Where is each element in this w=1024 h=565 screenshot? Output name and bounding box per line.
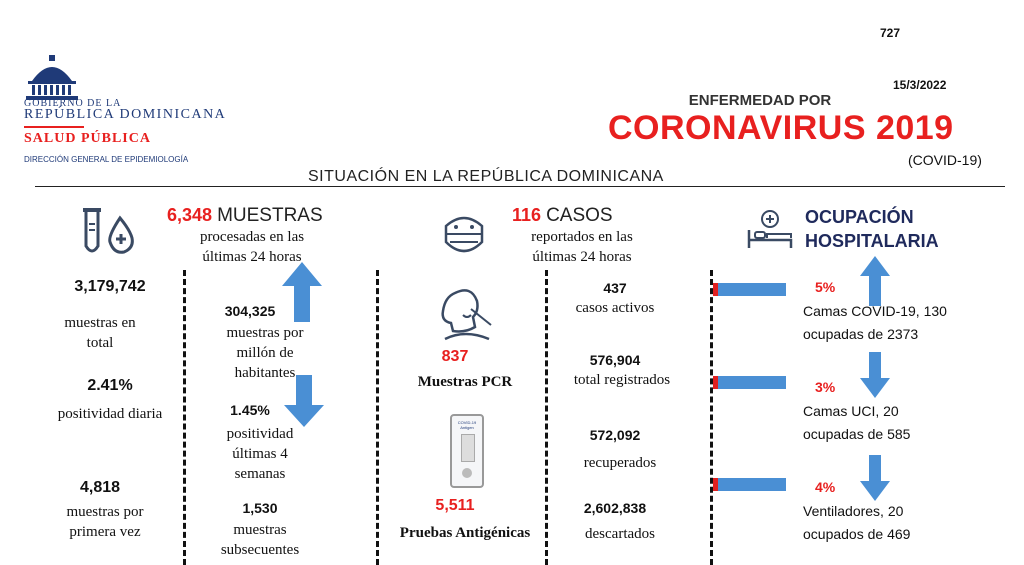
cases-label: CASOS [546, 205, 613, 226]
discarded-label: descartados [585, 526, 655, 542]
icu-bar [713, 376, 786, 389]
logo-line4: DIRECCIÓN GENERAL DE EPIDEMIOLOGÍA [24, 155, 189, 164]
icu-line1: Camas UCI, 20 [803, 403, 899, 419]
samples-heading [167, 205, 323, 227]
positivity-4w-value: 1.45% [230, 402, 270, 418]
title-year: 2019 [875, 109, 954, 147]
discarded-value: 2,602,838 [583, 500, 647, 516]
hospital-bed-icon [747, 210, 793, 250]
antigen-kit-window [461, 434, 475, 462]
title-abbrev: (COVID-19) [908, 152, 982, 168]
cases-daily-count: 116 [512, 205, 542, 225]
first-time-value: 4,818 [79, 479, 121, 496]
antigen-kit-label: COVID-19 Antigen [457, 420, 477, 430]
hospital-title-line1: OCUPACIÓN [805, 207, 914, 227]
logo-red-rule [24, 126, 84, 128]
recovered-label: recuperados [583, 455, 657, 471]
arrow-up-icon [282, 262, 322, 322]
pcr-value: 837 [441, 348, 469, 365]
covid-beds-line1: Camas COVID-19, 130 [803, 303, 947, 319]
divider-3 [545, 270, 548, 565]
antigen-kit-icon [450, 414, 484, 488]
government-emblem-icon [26, 55, 78, 101]
cases-heading [512, 205, 613, 227]
page-title [608, 108, 954, 148]
title-main: CORONAVIRUS [608, 109, 866, 147]
per-million-label: muestras por millón de habitantes [226, 325, 304, 381]
covid-beds-pct: 5% [815, 279, 836, 295]
arrow-down-icon [284, 375, 324, 427]
subsequent-value: 1,530 [242, 500, 278, 516]
antigen-label: Pruebas Antigénicas [399, 525, 531, 541]
positivity-4w-label: positividad últimas 4 semanas [226, 426, 294, 482]
logo-line2: REPÚBLICA DOMINICANA [24, 107, 227, 122]
arrow-down-icon [860, 352, 890, 398]
samples-total-label: muestras en total [64, 315, 136, 351]
samples-daily-desc: procesadas en las últimas 24 horas [199, 229, 305, 265]
divider-1 [183, 270, 186, 565]
vent-pct: 4% [815, 479, 836, 495]
daily-positivity-label: positividad diaria [57, 406, 163, 422]
samples-total-value: 3,179,742 [74, 278, 146, 295]
active-label: casos activos [575, 300, 655, 316]
logo-line3: SALUD PÚBLICA [24, 131, 151, 146]
samples-daily-count: 6,348 [167, 205, 213, 225]
first-time-label: muestras por primera vez [66, 504, 144, 540]
divider-2 [376, 270, 379, 565]
samples-label: MUESTRAS [217, 205, 323, 226]
report-number: 727 [880, 26, 901, 40]
title-line1: ENFERMEDAD POR [688, 92, 832, 109]
pcr-label: Muestras PCR [417, 374, 513, 390]
vent-line2: ocupados de 469 [803, 526, 911, 542]
vent-line1: Ventiladores, 20 [803, 503, 904, 519]
face-mask-icon [436, 208, 492, 264]
antigen-value: 5,511 [435, 497, 475, 514]
covid-beds-bar [713, 283, 786, 296]
divider-4 [710, 270, 713, 565]
active-value: 437 [603, 280, 627, 296]
logo [22, 55, 282, 170]
cases-daily-desc: reportados en las últimas 24 horas [531, 229, 633, 265]
total-label: total registrados [573, 372, 671, 388]
total-value: 576,904 [589, 352, 641, 368]
report-date: 15/3/2022 [893, 78, 947, 92]
test-tube-icon [80, 206, 140, 256]
icu-line2: ocupadas de 585 [803, 426, 911, 442]
recovered-value: 572,092 [589, 427, 641, 443]
arrow-down-icon [860, 455, 890, 501]
arrow-up-icon [860, 256, 890, 306]
header-rule [35, 186, 1005, 187]
nasal-swab-icon [435, 283, 495, 343]
icu-pct: 3% [815, 379, 836, 395]
logo-line1: GOBIERNO DE LA [24, 98, 122, 109]
ventilators-bar [713, 478, 786, 491]
daily-positivity-value: 2.41% [87, 377, 133, 394]
per-million-value: 304,325 [224, 303, 276, 319]
covid-beds-line2: ocupadas de 2373 [803, 326, 919, 342]
subtitle: SITUACIÓN EN LA REPÚBLICA DOMINICANA [308, 168, 664, 185]
antigen-kit-well [462, 468, 472, 478]
subsequent-label: muestras subsecuentes [220, 522, 300, 558]
hospital-title-line2: HOSPITALARIA [805, 231, 939, 251]
